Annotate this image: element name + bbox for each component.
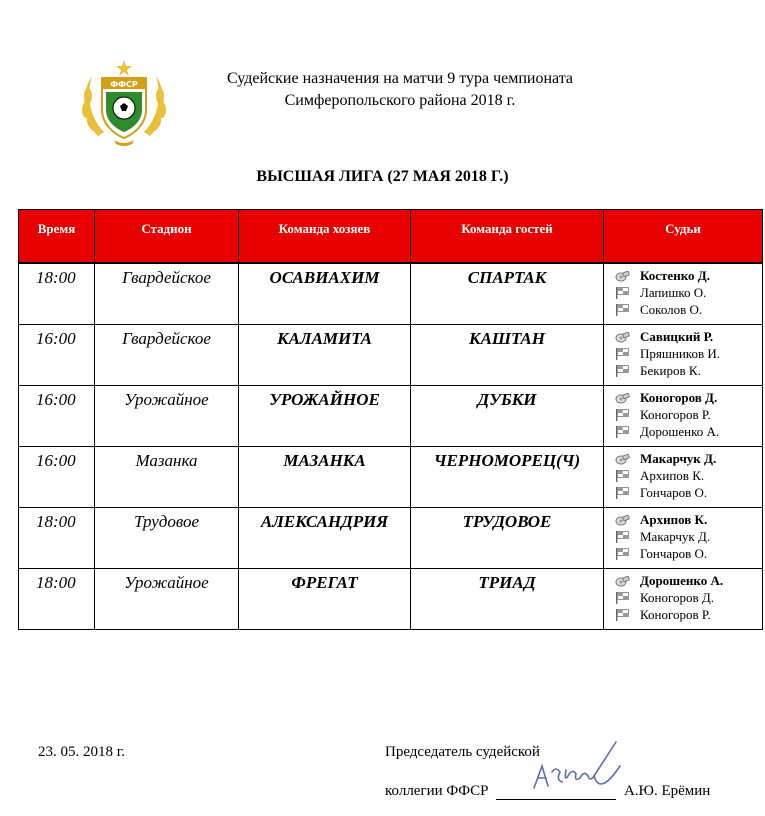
- schedule-table: [18, 209, 763, 630]
- referee-name: Лапишко О.: [640, 285, 707, 300]
- whistle-icon: [614, 269, 630, 283]
- referees-cell: [604, 508, 763, 569]
- whistle-icon: [614, 391, 630, 405]
- assistant-referee: [614, 406, 762, 423]
- home-team: ФРЕГАТ: [239, 569, 411, 630]
- assistant-referee: [614, 484, 762, 501]
- flag-icon: [614, 608, 630, 622]
- referee-name: Архипов К.: [640, 512, 708, 527]
- document-title: [180, 68, 620, 112]
- match-stadium: Урожайное: [95, 569, 239, 630]
- flag-icon: [614, 364, 630, 378]
- table-row: [19, 263, 763, 325]
- assistant-referee: [614, 423, 762, 440]
- away-team: КАШТАН: [411, 325, 604, 386]
- referee-name: Бекиров К.: [640, 363, 701, 378]
- away-team: СПАРТАК: [411, 263, 604, 325]
- referees-cell: [604, 447, 763, 508]
- home-team: МАЗАНКА: [239, 447, 411, 508]
- whistle-icon: [614, 330, 630, 344]
- referee-name: Дорошенко А.: [640, 573, 724, 588]
- flag-icon: [614, 408, 630, 422]
- referee-name: Пряшников И.: [640, 346, 720, 361]
- flag-icon: [614, 547, 630, 561]
- main-referee: [614, 389, 762, 406]
- home-team: УРОЖАЙНОЕ: [239, 386, 411, 447]
- referees-cell: [604, 386, 763, 447]
- referee-name: Соколов О.: [640, 302, 703, 317]
- away-team: ЧЕРНОМОРЕЦ(Ч): [411, 447, 604, 508]
- match-stadium: Гвардейское: [95, 263, 239, 325]
- referee-name: Костенко Д.: [640, 268, 710, 283]
- table-row: [19, 447, 763, 508]
- whistle-icon: [614, 513, 630, 527]
- match-time: 18:00: [19, 569, 95, 630]
- match-stadium: Урожайное: [95, 386, 239, 447]
- match-time: 16:00: [19, 447, 95, 508]
- table-row: [19, 386, 763, 447]
- match-stadium: Мазанка: [95, 447, 239, 508]
- away-team: ДУБКИ: [411, 386, 604, 447]
- title-line-1: Судейские назначения на матчи 9 тура чемпионата: [226, 70, 574, 87]
- referee-name: Савицкий Р.: [640, 329, 714, 344]
- main-referee: [614, 450, 762, 467]
- ffsr-logo: [78, 58, 170, 148]
- home-team: АЛЕКСАНДРИЯ: [239, 508, 411, 569]
- flag-icon: [614, 286, 630, 300]
- assistant-referee: [614, 528, 762, 545]
- signer-committee: коллегии ФФСР: [385, 783, 489, 799]
- table-row: [19, 325, 763, 386]
- match-time: 16:00: [19, 386, 95, 447]
- signer-name: А.Ю. Ерёмин: [623, 783, 711, 799]
- referee-name: Коногоров Д.: [640, 390, 718, 405]
- match-stadium: Гвардейское: [95, 325, 239, 386]
- table-row: [19, 508, 763, 569]
- flag-icon: [614, 591, 630, 605]
- referee-name: Макарчук Д.: [640, 529, 711, 544]
- flag-icon: [614, 347, 630, 361]
- document-date: 23. 05. 2018 г.: [38, 744, 125, 760]
- handwritten-signature: [520, 736, 630, 806]
- svg-text:ФФСР: ФФСР: [110, 80, 138, 89]
- main-referee: [614, 328, 762, 345]
- header-home-team: Команда хозяев: [239, 210, 411, 264]
- referee-name: Коногоров Р.: [640, 607, 711, 622]
- flag-icon: [614, 425, 630, 439]
- assistant-referee: [614, 545, 762, 562]
- whistle-icon: [614, 574, 630, 588]
- referees-cell: [604, 263, 763, 325]
- referee-name: Гончаров О.: [640, 546, 708, 561]
- referee-name: Гончаров О.: [640, 485, 708, 500]
- title-line-2: Симферопольского района 2018 г.: [284, 92, 516, 109]
- referee-name: Дорошенко А.: [640, 424, 720, 439]
- assistant-referee: [614, 606, 762, 623]
- referees-cell: [604, 569, 763, 630]
- flag-icon: [614, 530, 630, 544]
- table-header-row: [19, 210, 763, 264]
- assistant-referee: [614, 345, 762, 362]
- home-team: КАЛАМИТА: [239, 325, 411, 386]
- referee-name: Макарчук Д.: [640, 451, 717, 466]
- match-time: 18:00: [19, 508, 95, 569]
- main-referee: [614, 511, 762, 528]
- header-referees: Судьи: [604, 210, 763, 264]
- flag-icon: [614, 469, 630, 483]
- assistant-referee: [614, 467, 762, 484]
- assistant-referee: [614, 301, 762, 318]
- home-team: ОСАВИАХИМ: [239, 263, 411, 325]
- header-time: Время: [19, 210, 95, 264]
- main-referee: [614, 572, 762, 589]
- flag-icon: [614, 486, 630, 500]
- flag-icon: [614, 303, 630, 317]
- whistle-icon: [614, 452, 630, 466]
- header-stadium: Стадион: [95, 210, 239, 264]
- header-away-team: Команда гостей: [411, 210, 604, 264]
- match-time: 16:00: [19, 325, 95, 386]
- away-team: ТРИАД: [411, 569, 604, 630]
- main-referee: [614, 267, 762, 284]
- referee-name: Коногоров Р.: [640, 407, 711, 422]
- match-stadium: Трудовое: [95, 508, 239, 569]
- assistant-referee: [614, 284, 762, 301]
- referee-name: Архипов К.: [640, 468, 705, 483]
- table-row: [19, 569, 763, 630]
- match-time: 18:00: [19, 263, 95, 325]
- league-heading: ВЫСШАЯ ЛИГА (27 МАЯ 2018 Г.): [256, 168, 509, 185]
- assistant-referee: [614, 589, 762, 606]
- away-team: ТРУДОВОЕ: [411, 508, 604, 569]
- signer-title: Председатель судейской: [385, 744, 540, 760]
- assistant-referee: [614, 362, 762, 379]
- referee-name: Коногоров Д.: [640, 590, 714, 605]
- referees-cell: [604, 325, 763, 386]
